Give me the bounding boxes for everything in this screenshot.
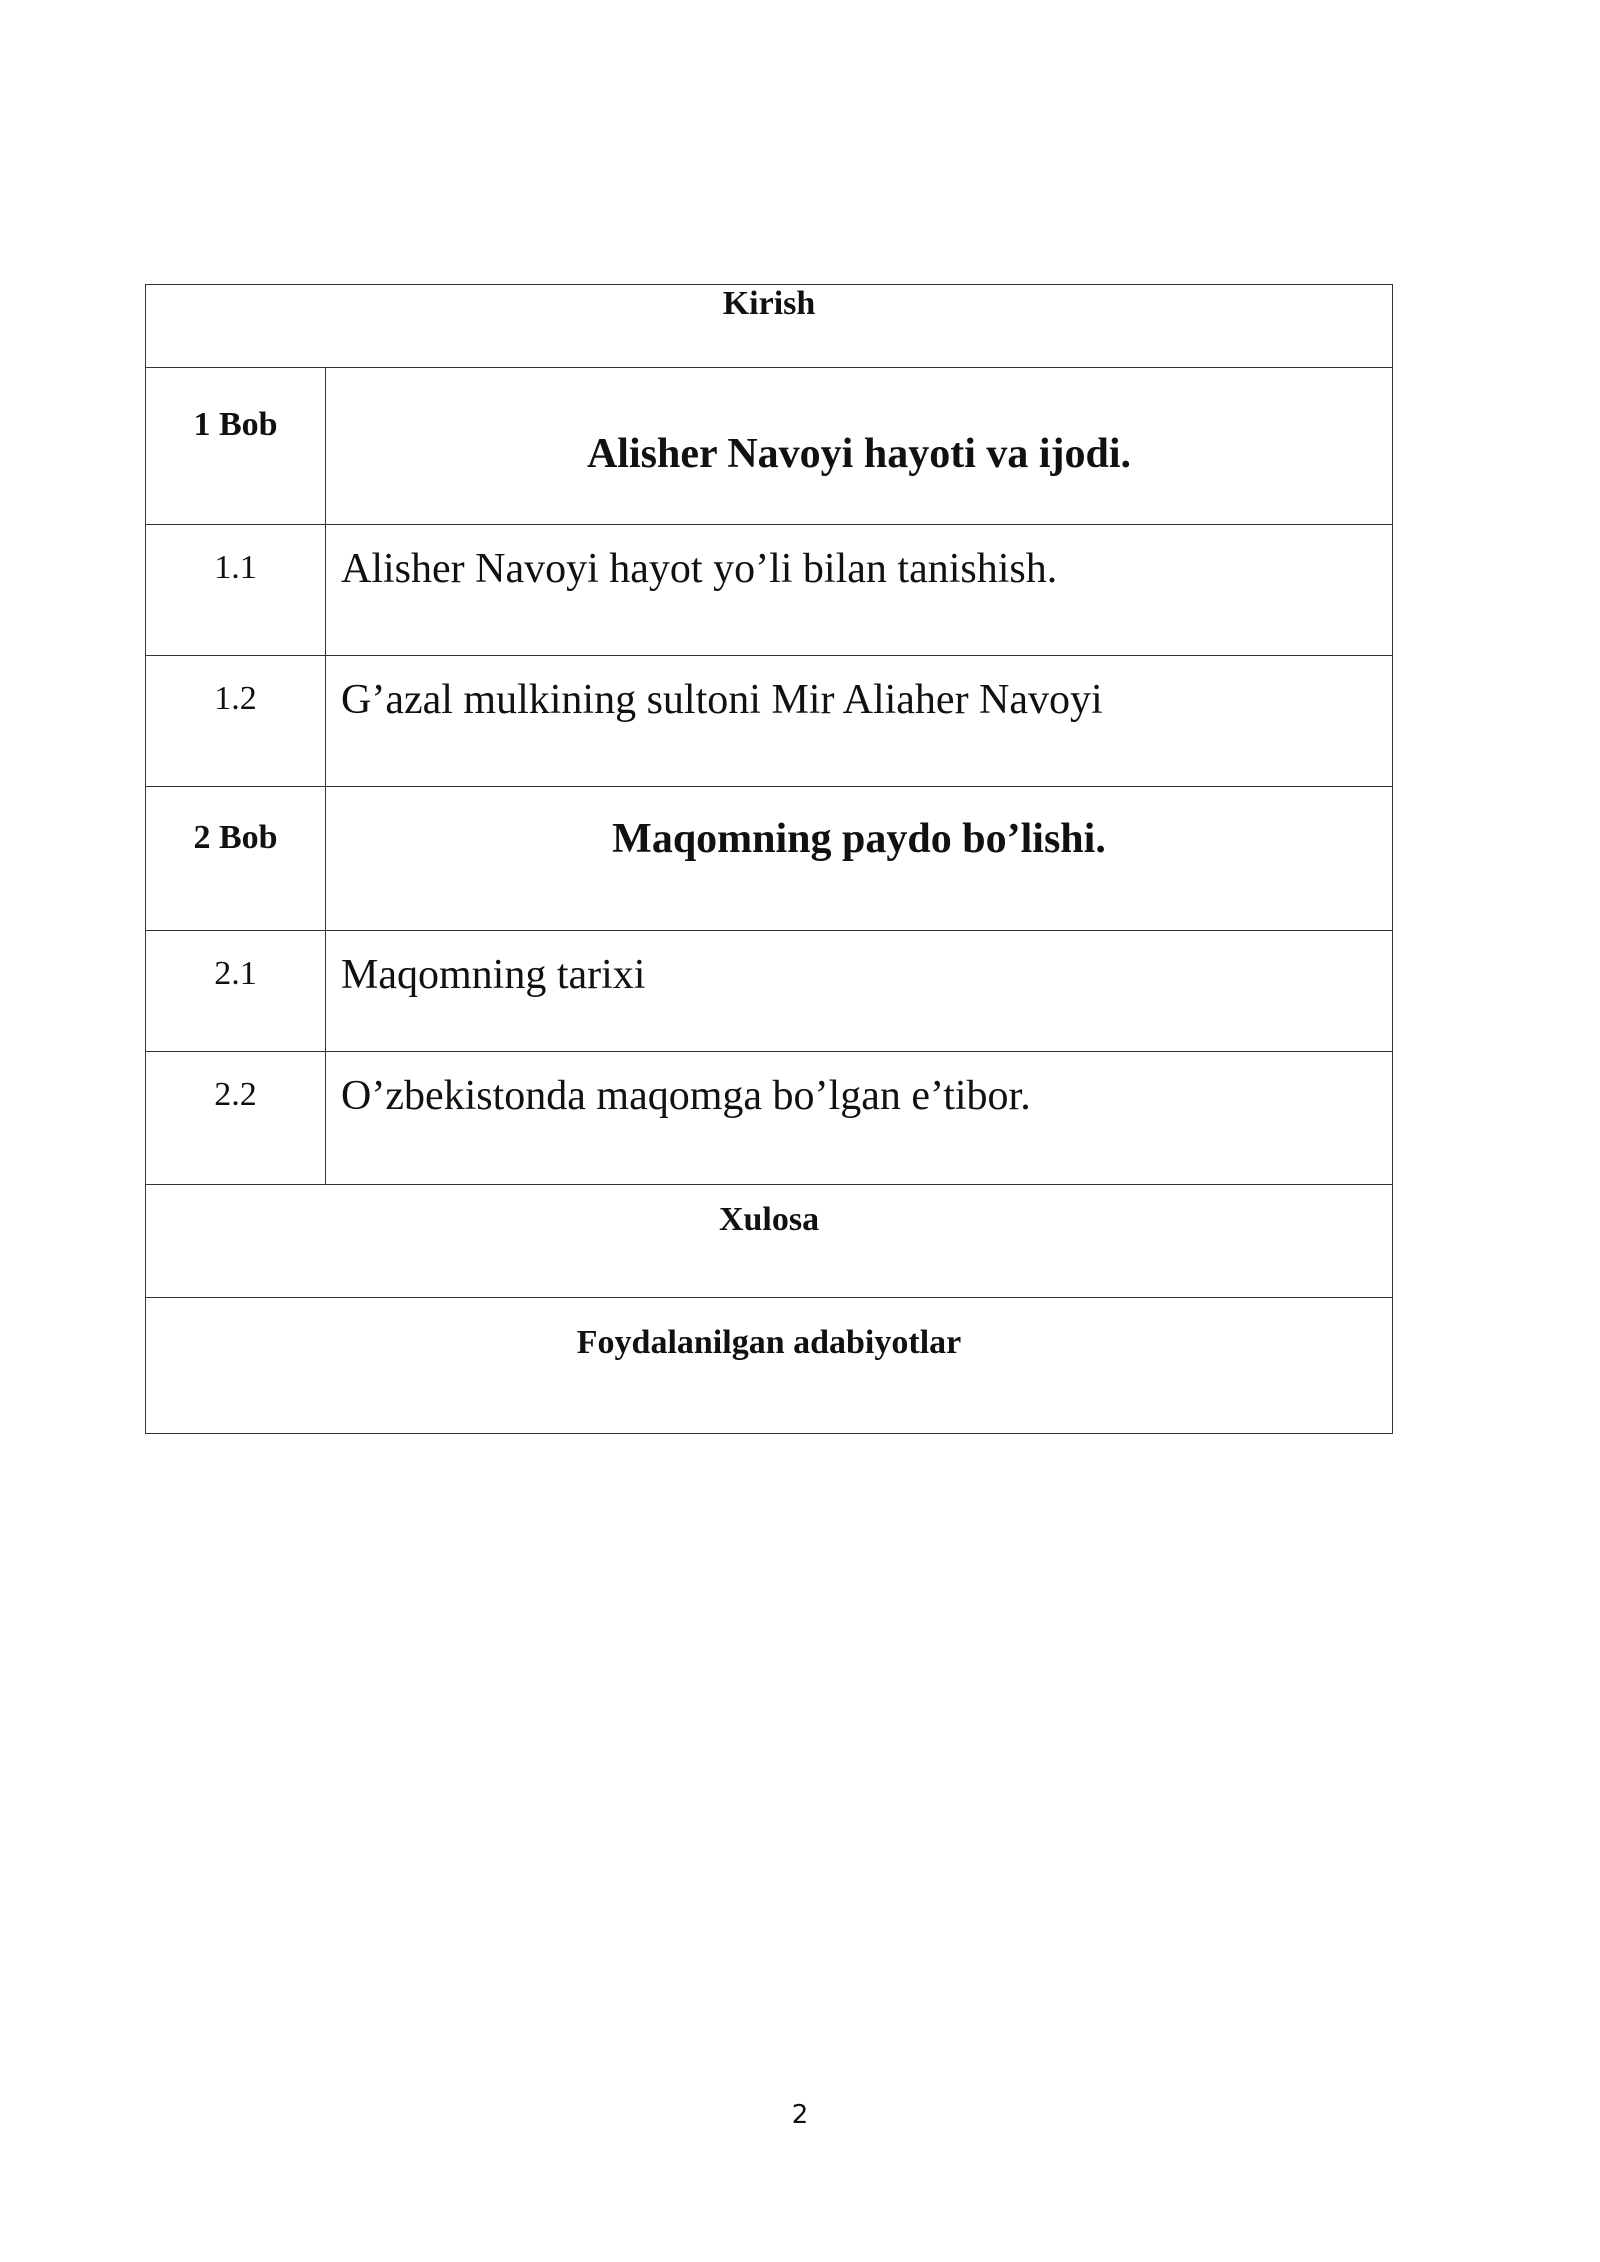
toc-chapter-2-title: Maqomning paydo bo’lishi.	[612, 816, 1106, 862]
toc-row-section-2-1	[146, 931, 1393, 1052]
toc-section-title-cell	[326, 1052, 1393, 1185]
toc-chapter-2-title-cell	[326, 787, 1393, 931]
toc-row-intro	[146, 285, 1393, 368]
toc-chapter-2-label-cell	[146, 787, 326, 931]
toc-section-title-cell	[326, 656, 1393, 787]
toc-row-chapter-2	[146, 787, 1393, 931]
toc-chapter-1-label-cell	[146, 368, 326, 525]
toc-chapter-1-title: Alisher Navoyi hayoti va ijodi.	[586, 431, 1132, 477]
toc-section-number: 2.1	[214, 955, 257, 992]
toc-section-number-cell	[146, 931, 326, 1052]
toc-section-title-cell	[326, 525, 1393, 656]
toc-references-cell	[146, 1298, 1393, 1434]
toc-row-conclusion	[146, 1185, 1393, 1298]
toc-row-references	[146, 1298, 1393, 1434]
toc-section-number-cell	[146, 525, 326, 656]
toc-row-chapter-1	[146, 368, 1393, 525]
toc-row-section-1-2	[146, 656, 1393, 787]
toc-section-number: 2.2	[214, 1076, 257, 1113]
toc-references-heading: Foydalanilgan adabiyotlar	[576, 1324, 962, 1361]
toc-conclusion-cell	[146, 1185, 1393, 1298]
toc-chapter-2-label: 2 Bob	[193, 819, 278, 856]
toc-section-number-cell	[146, 656, 326, 787]
toc-section-number: 1.2	[214, 680, 257, 717]
toc-section-title: Alisher Navoyi hayot yo’li bilan tanishish.	[341, 546, 1058, 592]
page-number: 2	[791, 2100, 809, 2130]
toc-chapter-1-label: 1 Bob	[193, 406, 278, 443]
toc-row-section-2-2	[146, 1052, 1393, 1185]
toc-section-title: G’azal mulkining sultoni Mir Aliaher Navoyi	[341, 677, 1103, 723]
toc-section-title: Maqomning tarixi	[341, 952, 646, 998]
toc-intro-cell	[146, 285, 1393, 368]
toc-conclusion-heading: Xulosa	[718, 1201, 820, 1238]
toc-section-title-cell	[326, 931, 1393, 1052]
table-of-contents	[145, 284, 1393, 1434]
toc-section-number-cell	[146, 1052, 326, 1185]
toc-section-number: 1.1	[214, 549, 257, 586]
toc-chapter-1-title-cell	[326, 368, 1393, 525]
toc-section-title: O’zbekistonda maqomga bo’lgan e’tibor.	[341, 1073, 1031, 1119]
toc-row-section-1-1	[146, 525, 1393, 656]
toc-intro-heading: Kirish	[722, 285, 816, 322]
